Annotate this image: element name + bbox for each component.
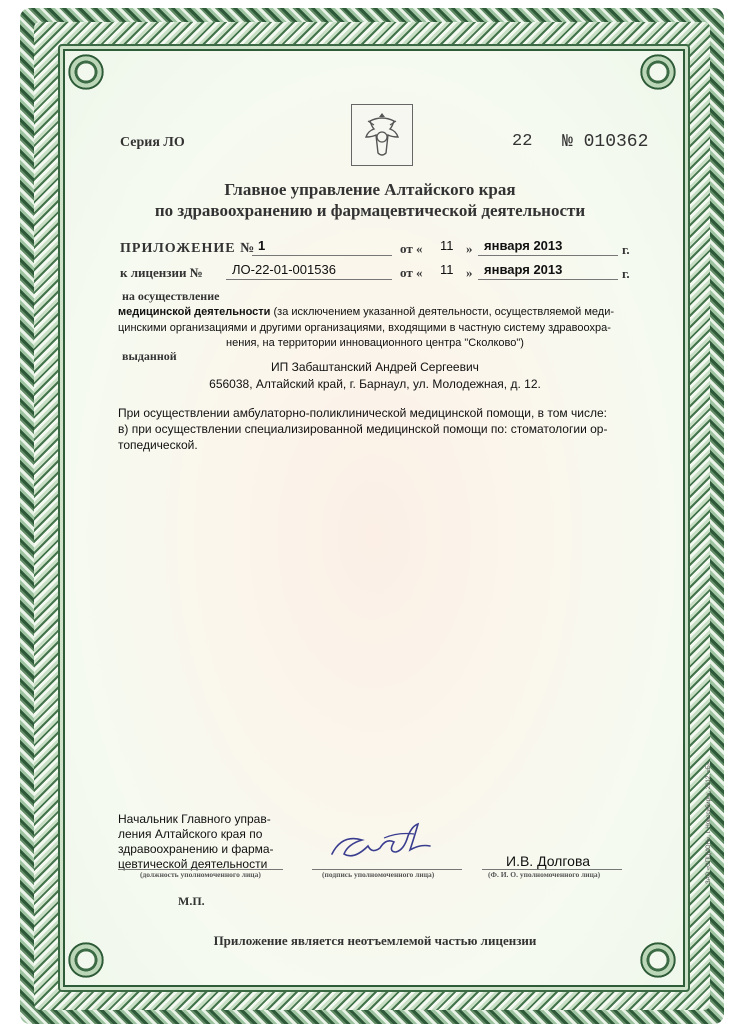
activity-line3: нения, на территории инновационного центра "Сколково") [226, 337, 524, 349]
signatory-position-line: Начальник Главного управ- [118, 812, 271, 826]
series-label: Серия ЛО [120, 135, 185, 150]
signatory-name: И.В. Долгова [506, 853, 591, 869]
caption-signature: (подпись уполномоченного лица) [322, 870, 435, 879]
footer-note: Приложение является неотъемлемой частью лицензии [213, 933, 537, 948]
corner-ornament-icon [638, 52, 678, 92]
caption-name: (Ф. И. О. уполномоченного лица) [488, 870, 601, 879]
services-line2: в) при осуществлении специализированной медицинской помощи по: стоматологии ор- [118, 422, 608, 436]
license-year-suffix: г. [622, 266, 630, 281]
signatory-position-line: здравоохранению и фарма- [118, 842, 274, 856]
appendix-year-suffix: г. [622, 242, 630, 257]
signatory-position-line: ления Алтайского края по [118, 827, 263, 841]
appendix-month-year: января 2013 [484, 238, 563, 253]
signatory-position-line: цевтической деятельности [118, 857, 268, 871]
services-line1: При осуществлении амбулаторно-поликлинической медицинской помощи, в том числе: [118, 406, 607, 420]
activity-line1-rest: (за исключением указанной деятельности, осуществляемой меди- [273, 306, 615, 318]
corner-ornament-icon [66, 52, 106, 92]
license-day: 11 [440, 262, 454, 277]
appendix-from-label: от « [400, 241, 423, 256]
state-emblem-icon [351, 104, 413, 166]
series-number: № 010362 [562, 132, 649, 152]
issuer-title-line2: по здравоохранению и фармацевтической деятельности [154, 201, 586, 220]
issued-label: выданной [122, 349, 177, 363]
printer-note: ЗАО «ОПЦИОН», г. Новосибирск, 2012, «Б» [706, 761, 712, 884]
appendix-number: 1 [258, 238, 266, 253]
license-date-underline [478, 279, 618, 280]
license-from-label: от « [400, 265, 423, 280]
services-line3: топедической. [118, 438, 198, 452]
seal-label: М.П. [178, 894, 205, 908]
signatory-position [118, 812, 274, 872]
activity-bold: медицинской деятельности [118, 306, 271, 318]
license-number: ЛО-22-01-001536 [232, 262, 336, 277]
appendix-day: 11 [440, 238, 454, 253]
appendix-close-quote: » [466, 241, 473, 256]
handwritten-signature [324, 818, 454, 870]
holder-address: 656038, Алтайский край, г. Барнаул, ул. Молодежная, д. 12. [209, 377, 541, 391]
caption-position: (должность уполномоченного лица) [140, 870, 261, 879]
issuer-title-line1: Главное управление Алтайского края [224, 180, 516, 199]
license-label: к лицензии № [120, 265, 203, 280]
series-region-code: 22 [512, 132, 533, 151]
appendix-number-underline [252, 255, 392, 256]
appendix-label: ПРИЛОЖЕНИЕ № [120, 241, 256, 256]
appendix-date-underline [478, 255, 618, 256]
license-close-quote: » [466, 265, 473, 280]
holder-name: ИП Забаштанский Андрей Сергеевич [271, 360, 479, 374]
activity-label: на осуществление [122, 289, 220, 303]
license-number-underline [226, 279, 392, 280]
activity-line2: цинскими организациями и другими организациями, входящими в частную систему здравоохра- [118, 322, 611, 334]
license-month-year: января 2013 [484, 262, 563, 277]
activity-line1 [118, 306, 614, 318]
